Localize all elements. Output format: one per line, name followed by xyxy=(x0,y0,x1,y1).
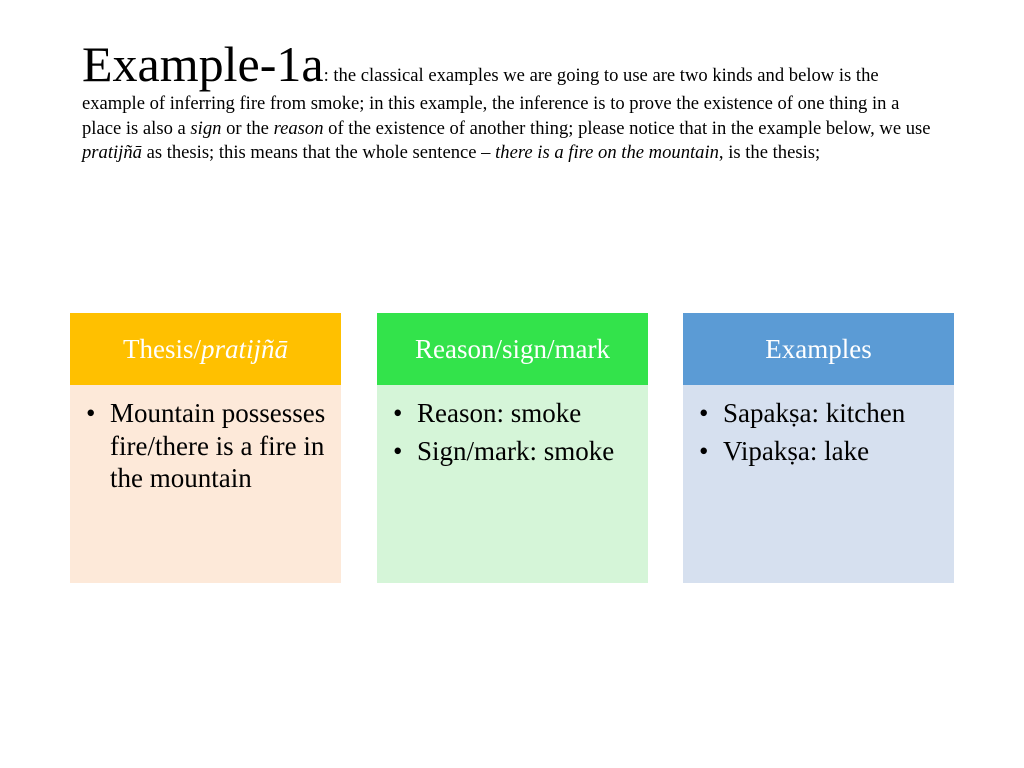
reason-column-header xyxy=(377,313,648,385)
examples-list-item: • Sapakṣa: kitchen xyxy=(695,397,942,430)
thesis-column xyxy=(70,313,341,583)
reason-list-item: • Reason: smoke xyxy=(389,397,636,430)
three-column-diagram xyxy=(70,313,954,583)
intro-text-5: , is the thesis; xyxy=(718,142,821,164)
intro-pratijna-term: pratijñā xyxy=(82,142,142,164)
examples-heading: Examples xyxy=(765,333,872,364)
thesis-heading-pratijna: pratijñā xyxy=(200,333,288,364)
reason-list xyxy=(389,397,636,467)
intro-text-3: of the existence of another thing; please notice that in the example below, we use xyxy=(323,117,931,139)
thesis-column-body xyxy=(70,385,341,583)
examples-list-item: • Vipakṣa: lake xyxy=(695,435,942,468)
examples-column-header xyxy=(683,313,954,385)
slide-title: Example-1a xyxy=(82,36,324,92)
thesis-heading: Thesis/ xyxy=(122,333,201,364)
intro-sign-term: sign xyxy=(190,117,222,139)
reason-heading: Reason/sign/mark xyxy=(415,333,610,364)
thesis-list-item: • Mountain possesses fire/there is a fire in the mountain xyxy=(82,397,329,495)
reason-list-item: • Sign/mark: smoke xyxy=(389,435,636,468)
reason-column xyxy=(377,313,648,583)
slide-header xyxy=(82,36,942,166)
intro-text-4: as thesis; this means that the whole sentence – xyxy=(141,142,496,164)
intro-reason-term: reason xyxy=(273,117,324,139)
thesis-list xyxy=(82,397,329,495)
intro-thesis-sentence: there is a fire on the mountain xyxy=(495,142,719,164)
examples-list xyxy=(695,397,942,467)
thesis-column-header xyxy=(70,313,341,385)
intro-text-1: : the classical examples we are going to use are two kinds and below is the example of inferring fire from smoke; in this example, the inference is to prove the existence of one thing in a place is also a xyxy=(82,65,900,139)
examples-column xyxy=(683,313,954,583)
reason-column-body xyxy=(377,385,648,583)
intro-text-2: or the xyxy=(221,117,274,139)
examples-column-body xyxy=(683,385,954,583)
